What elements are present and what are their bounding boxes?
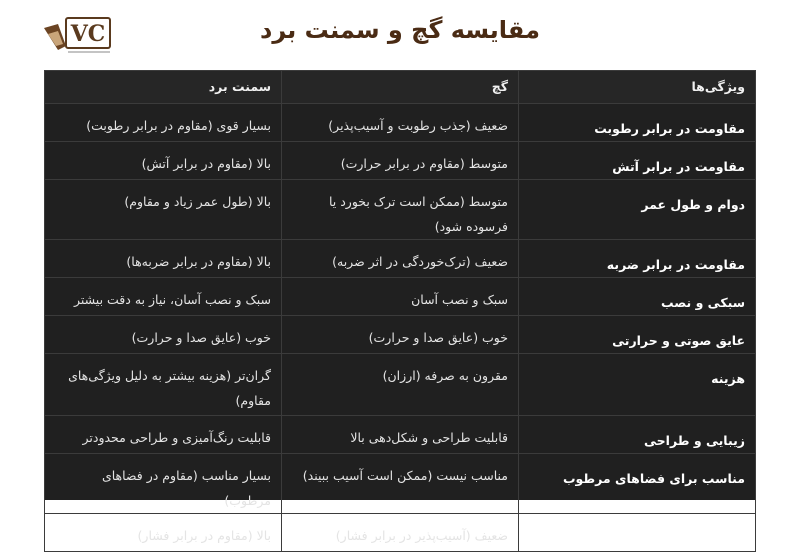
gypsum-cell: سبک و نصب آسان: [282, 278, 519, 316]
table-row: [45, 142, 756, 180]
cement-board-cell: گران‌تر (هزینه بیشتر به دلیل ویژگی‌های مقاوم): [45, 354, 282, 416]
table-header-row: [45, 71, 756, 104]
gypsum-cell: مقرون به صرفه (ارزان): [282, 354, 519, 416]
table-row: [45, 514, 756, 552]
feature-cell: مقاومت در برابر رطوبت: [519, 104, 756, 142]
cement-board-cell: خوب (عایق صدا و حرارت): [45, 316, 282, 354]
cement-board-cell: بالا (مقاوم در برابر فشار): [45, 514, 282, 552]
table-row: [45, 416, 756, 454]
table-row: [45, 278, 756, 316]
feature-cell: مناسب برای فضاهای مرطوب: [519, 454, 756, 514]
cement-board-cell: بالا (مقاوم در برابر ضربه‌ها): [45, 240, 282, 278]
header-cement-board: سمنت برد: [45, 71, 282, 104]
cement-board-cell: سبک و نصب آسان، نیاز به دقت بیشتر: [45, 278, 282, 316]
logo-text: VC: [70, 21, 106, 47]
gypsum-cell: خوب (عایق صدا و حرارت): [282, 316, 519, 354]
comparison-table: [44, 70, 756, 546]
feature-cell: مقاومت در برابر فشار: [519, 514, 756, 552]
gypsum-cell: متوسط (ممکن است ترک بخورد یا فرسوده شود): [282, 180, 519, 240]
cement-board-cell: بالا (مقاوم در برابر آتش): [45, 142, 282, 180]
feature-cell: مقاومت در برابر آتش: [519, 142, 756, 180]
header-gypsum: گچ: [282, 71, 519, 104]
feature-cell: مقاومت در برابر ضربه: [519, 240, 756, 278]
table-row: [45, 180, 756, 240]
feature-cell: سبکی و نصب: [519, 278, 756, 316]
cement-board-cell: بالا (طول عمر زیاد و مقاوم): [45, 180, 282, 240]
cement-board-cell: بسیار مناسب (مقاوم در فضاهای مرطوب): [45, 454, 282, 514]
table-row: [45, 240, 756, 278]
feature-cell: عایق صوتی و حرارتی: [519, 316, 756, 354]
table-row: [45, 316, 756, 354]
feature-cell: زیبایی و طراحی: [519, 416, 756, 454]
gypsum-cell: متوسط (مقاوم در برابر حرارت): [282, 142, 519, 180]
table-row: [45, 454, 756, 514]
cement-board-cell: قابلیت رنگ‌آمیزی و طراحی محدودتر: [45, 416, 282, 454]
gypsum-cell: ضعیف (جذب رطوبت و آسیب‌پذیر): [282, 104, 519, 142]
cement-board-cell: بسیار قوی (مقاوم در برابر رطوبت): [45, 104, 282, 142]
gypsum-cell: ضعیف (ترک‌خوردگی در اثر ضربه): [282, 240, 519, 278]
feature-cell: دوام و طول عمر: [519, 180, 756, 240]
gypsum-cell: مناسب نیست (ممکن است آسیب ببیند): [282, 454, 519, 514]
feature-cell: هزینه: [519, 354, 756, 416]
gypsum-cell: قابلیت طراحی و شکل‌دهی بالا: [282, 416, 519, 454]
table-row: [45, 104, 756, 142]
page-title: مقایسه گچ و سمنت برد: [260, 16, 540, 44]
header-features: ویژگی‌ها: [519, 71, 756, 104]
table-row: [45, 354, 756, 416]
gypsum-cell: ضعیف (آسیب‌پذیر در برابر فشار): [282, 514, 519, 552]
